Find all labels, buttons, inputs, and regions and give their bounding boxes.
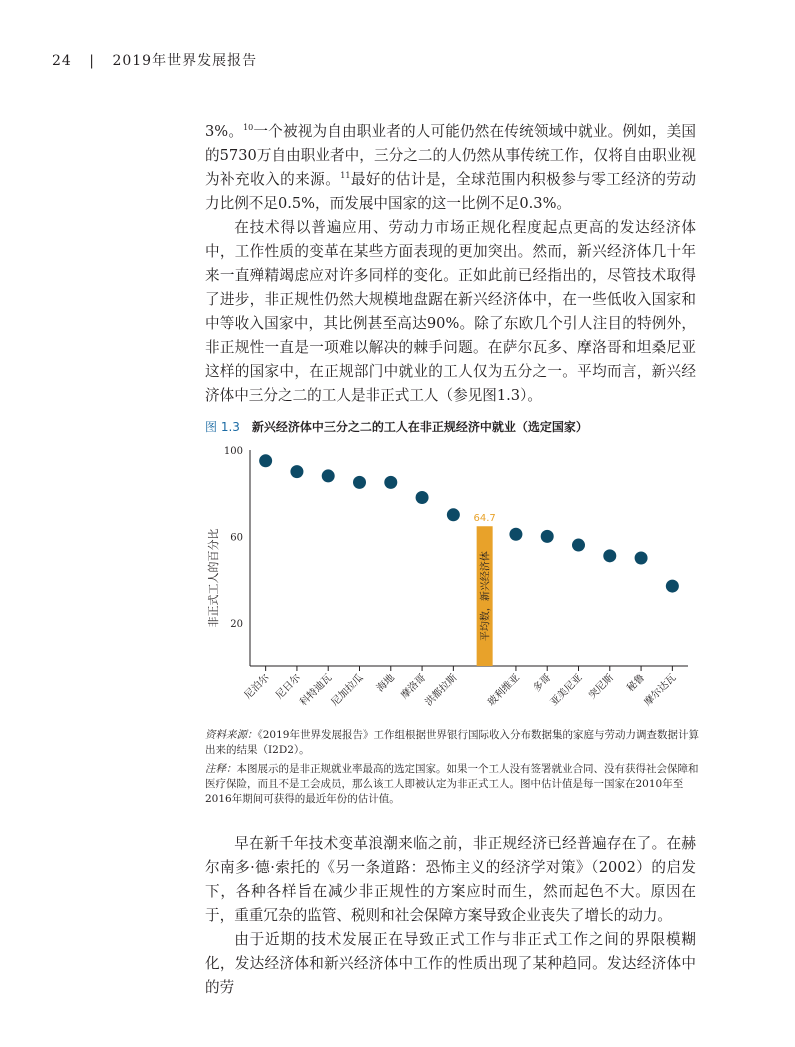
y-axis-label: 非正式工人的百分比 <box>207 528 220 628</box>
average-bar-label: 平均数，新兴经济体 <box>480 551 492 642</box>
body-text-bottom <box>205 832 696 1000</box>
figure-number: 图 1.3 <box>205 420 240 434</box>
y-tick-label: 100 <box>223 446 243 457</box>
figure-note <box>205 762 700 807</box>
x-tick-label: 科特迪瓦 <box>298 672 335 709</box>
data-point <box>416 491 429 504</box>
header-separator: | <box>89 53 95 69</box>
paragraph: 由于近期的技术发展正在导致正式工作与非正式工作之间的界限模糊化，发达经济体和新兴经济体中工作的性质出现了某种趋同。发达经济体中的劳 <box>205 931 696 996</box>
data-point <box>509 528 522 541</box>
data-point <box>603 549 616 562</box>
footnote-ref: 10 <box>243 123 254 132</box>
paragraph <box>205 120 696 216</box>
paragraph-text: 3%。 <box>205 123 244 140</box>
paragraph: 在技术得以普遍应用、劳动力市场正规化程度起点更高的发达经济体中，工作性质的变革在某些方面表现的更加突出。然而，新兴经济体几十年来一直殚精竭虑应对许多同样的变化。正如此前已经指出的，尽管技术取得了进步，非正规性仍然大规模地盘踞在新兴经济体中，在一些低收入国家和中等收入国家中，其比例甚至高达90%。除了东欧几个引人注目的特例外，非正规性一直是一项难以解决的棘手问题。在萨尔瓦多、摩洛哥和坦桑尼亚这样的国家中，在正规部门中就业的工人仅为五分之一。平均而言，新兴经济体中三分之二的工人是非正式工人（参见图1.3）。 <box>205 219 696 404</box>
data-point <box>666 580 679 593</box>
figure-notes <box>205 728 700 807</box>
x-tick-label: 摩洛哥 <box>399 672 429 702</box>
data-point <box>572 539 585 552</box>
x-tick-label: 秘鲁 <box>625 672 648 695</box>
x-tick-label: 尼加拉瓜 <box>329 672 366 709</box>
data-point <box>290 465 303 478</box>
x-tick-label: 摩尔达瓦 <box>642 672 679 709</box>
source-text: 《2019年世界发展报告》工作组根据世界银行国际收入分布数据集的家庭与劳动力调查数据计算出来的结果（I2D2）。 <box>205 729 699 756</box>
y-tick-label: 20 <box>230 618 243 630</box>
paragraph: 早在新千年技术变革浪潮来临之前，非正规经济已经普遍存在了。在赫尔南多·德·索托的《另一条道路：恐怖主义的经济学对策》（2002）的启发下，各种各样旨在减少非正规性的方案应时而生，然而起色不大。原因在于，重重冗杂的监管、税则和社会保障方案导致企业丧失了增长的动力。 <box>205 835 696 924</box>
x-tick-label: 亚美尼亚 <box>548 672 585 709</box>
x-tick-label: 突尼斯 <box>586 672 616 702</box>
data-point <box>541 530 554 543</box>
paragraph-text: 一个被视为自由职业者的人可能仍然在传统领域中就业。例如，美国的5730万自由职业者中，三分之二的人仍然从事传统工作，仅将自由职业视为补充收入的来源。 <box>205 123 696 188</box>
note-label: 注释： <box>205 763 237 775</box>
figure-caption <box>205 418 705 435</box>
note-text: 本图展示的是非正规就业率最高的选定国家。如果一个工人没有签署就业合同、没有获得社会保障和医疗保险，而且不是工会成员，那么该工人即被认定为非正式工人。图中估计值是每一国家在2010年至2016年期间可获得的最近年份的估计值。 <box>205 763 699 805</box>
x-tick-label: 洪都拉斯 <box>423 672 460 709</box>
book-title: 2019年世界发展报告 <box>112 53 258 69</box>
x-tick-label: 尼泊尔 <box>242 672 272 702</box>
informal-workers-chart <box>195 440 700 725</box>
data-point <box>353 476 366 489</box>
figure-title: 新兴经济体中三分之二的工人在非正规经济中就业（选定国家） <box>251 420 588 434</box>
page-number: 24 <box>52 53 72 69</box>
data-point <box>259 454 272 467</box>
data-point <box>447 508 460 521</box>
x-tick-label: 多哥 <box>531 672 554 695</box>
source-label: 资料来源： <box>205 729 258 741</box>
data-point <box>635 552 648 565</box>
y-tick-label: 60 <box>230 532 243 544</box>
data-point <box>322 469 335 482</box>
x-tick-label: 海地 <box>374 672 397 695</box>
average-value-label: 64.7 <box>473 513 496 525</box>
x-tick-label: 尼日尔 <box>274 672 304 702</box>
footnote-ref: 11 <box>340 171 351 180</box>
body-text-top <box>205 120 696 408</box>
source-note <box>205 728 700 758</box>
data-point <box>384 476 397 489</box>
paragraph-text: 最好的估计是，全球范围内积极参与零工经济的劳动力比例不足0.5%，而发展中国家的这一比例不足0.3%。 <box>205 171 696 212</box>
running-header <box>52 50 257 70</box>
x-tick-label: 玻利维亚 <box>485 672 523 709</box>
